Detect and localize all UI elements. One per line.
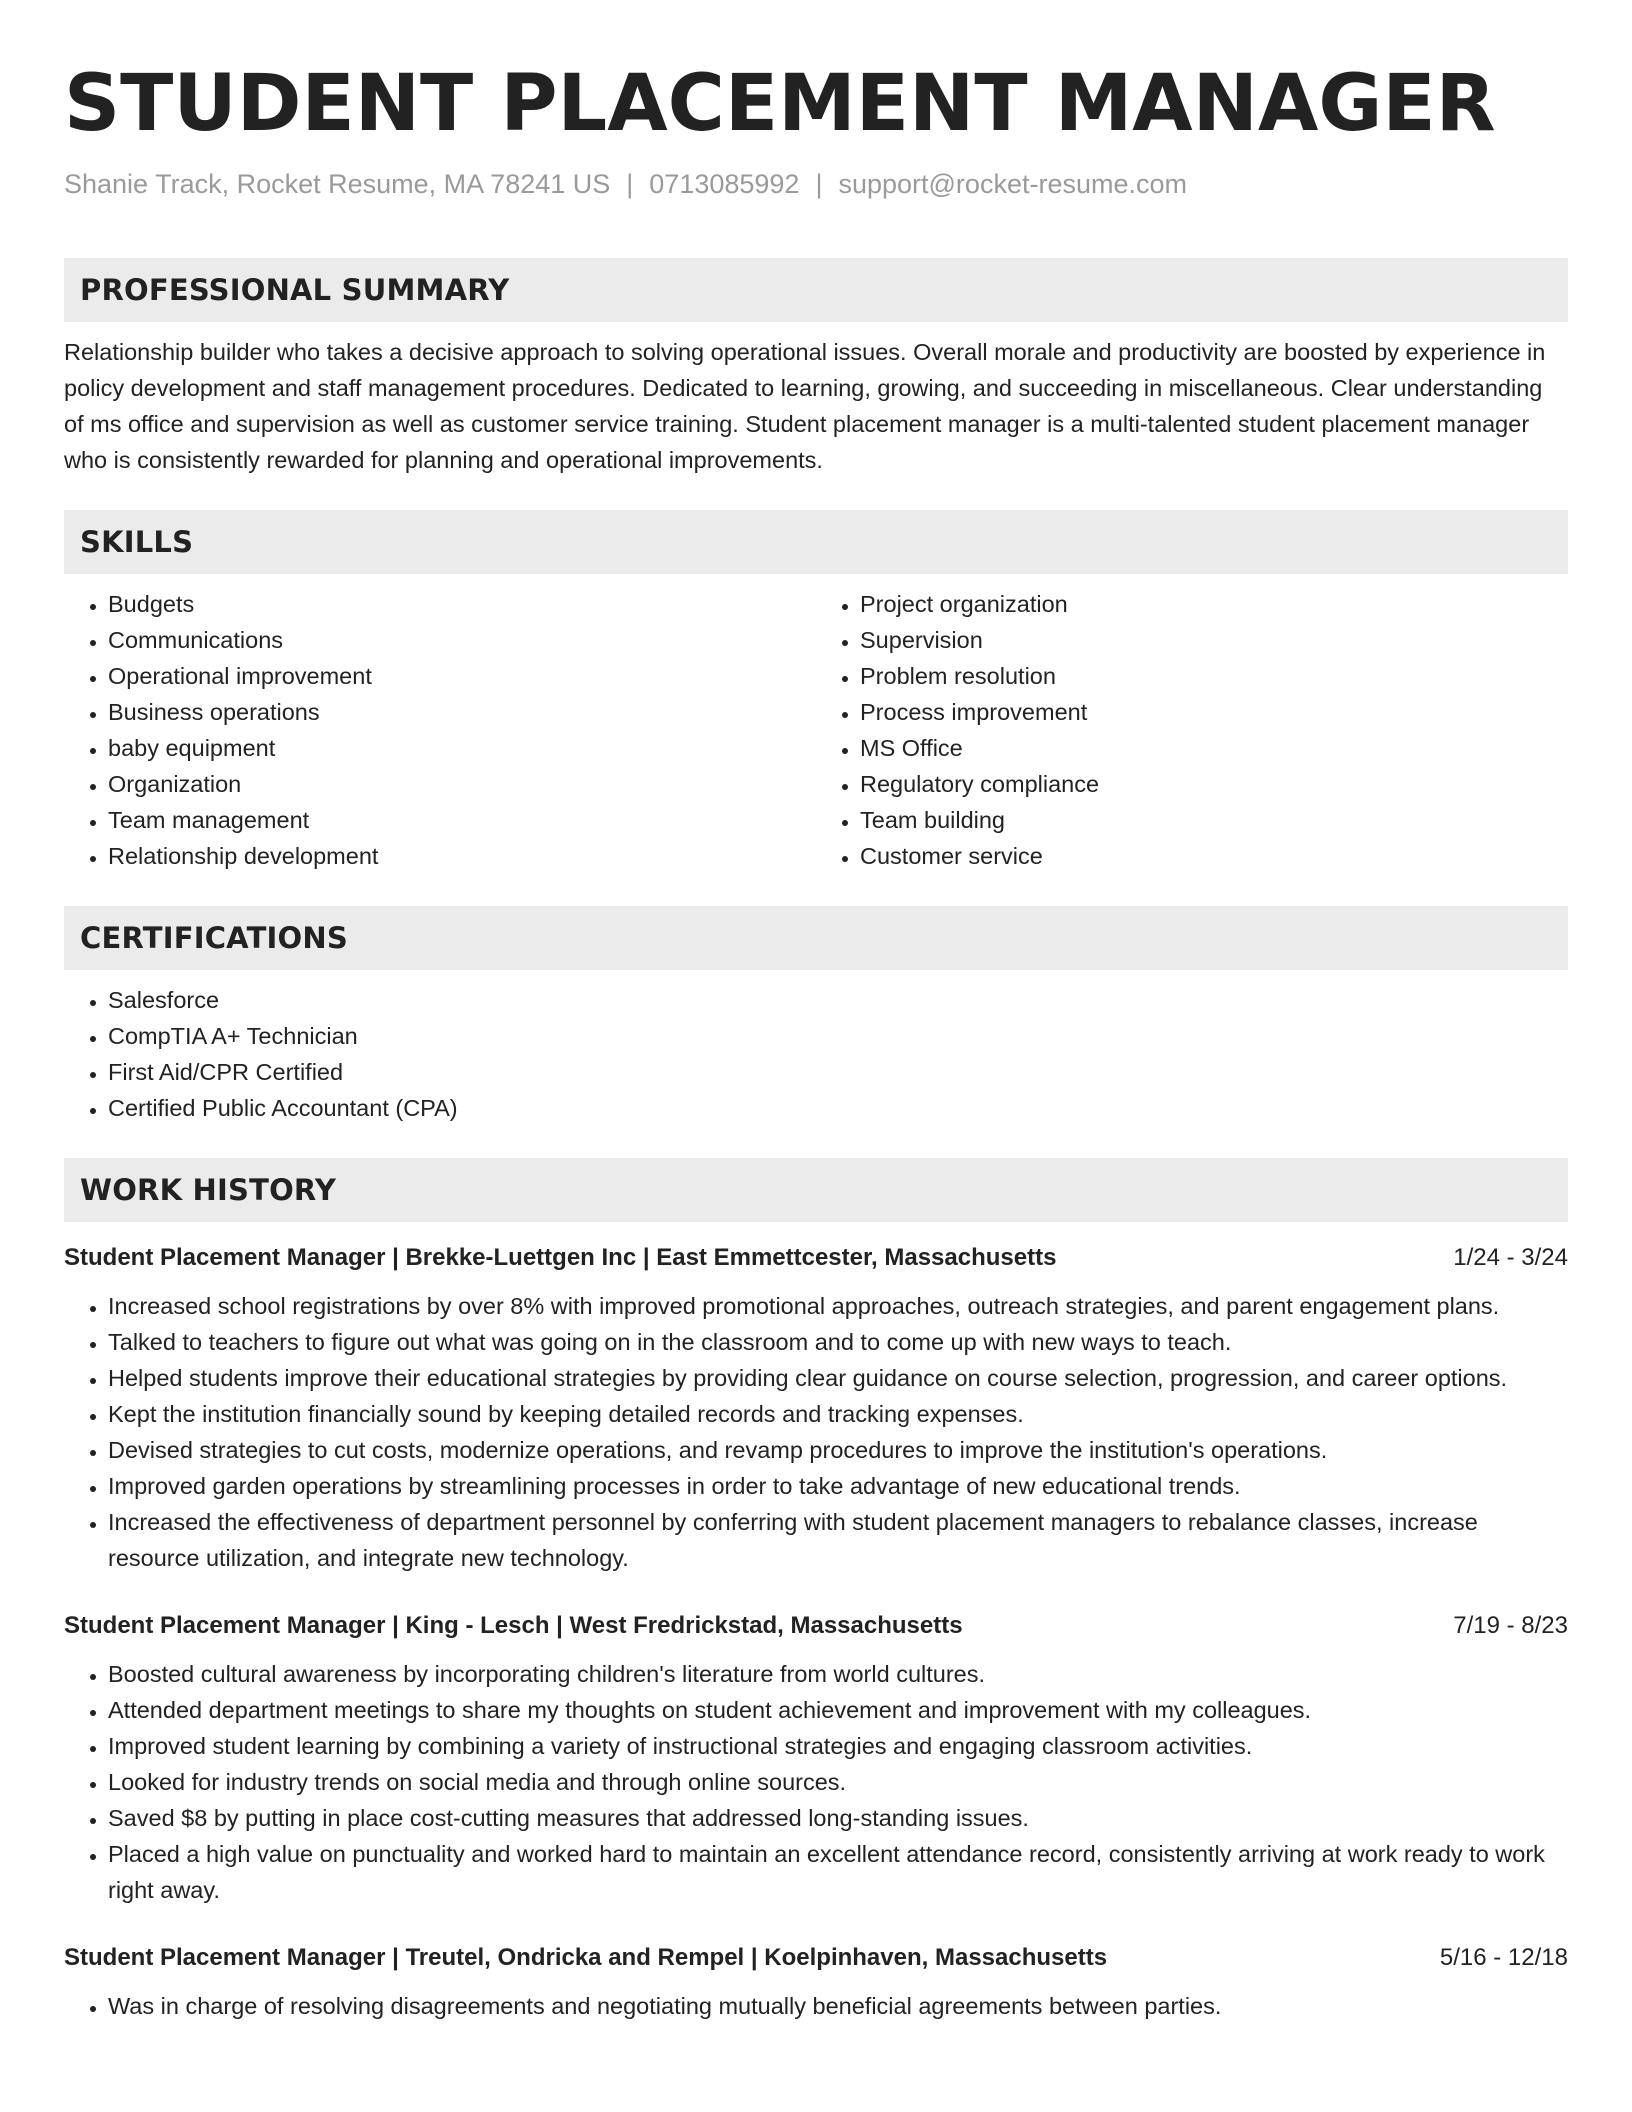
skill-item: • Relationship development [108,838,816,874]
contact-phone: 0713085992 [649,169,800,199]
skill-item: • baby equipment [108,730,816,766]
certifications-list [64,982,1568,1126]
job-header [64,1610,1568,1642]
skill-item: • Team building [860,802,1568,838]
job-bullet: • Was in charge of resolving disagreements and negotiating mutually beneficial agreements between parties. [108,1988,1568,2024]
job-bullet: • Improved student learning by combining a variety of instructional strategies and engaging classroom activities. [108,1728,1568,1764]
skill-item: • Process improvement [860,694,1568,730]
job-bullet: • Boosted cultural awareness by incorporating children's literature from world cultures. [108,1656,1568,1692]
skill-item: • Customer service [860,838,1568,874]
job-dates: 5/16 - 12/18 [1439,1944,1568,1971]
skill-item: • MS Office [860,730,1568,766]
work-history-section-header [64,1158,1568,1222]
job-bullet: • Increased the effectiveness of department personnel by conferring with student placement managers to rebalance classes, increase resource utilization, and integrate new technology. [108,1504,1568,1576]
skill-item: • Regulatory compliance [860,766,1568,802]
contact-separator: | [626,169,634,199]
job-bullet: • Placed a high value on punctuality and worked hard to maintain an excellent attendance record, consistently arriving at work ready to work right away. [108,1836,1568,1908]
job-title: Student Placement Manager | Brekke-Luettgen Inc | East Emmettcester, Massachusetts [64,1244,1057,1271]
job-bullet: • Increased school registrations by over 8% with improved promotional approaches, outreach strategies, and parent engagement plans. [108,1288,1568,1324]
job-bullet: • Devised strategies to cut costs, modernize operations, and revamp procedures to improve the institution's operations. [108,1432,1568,1468]
contact-email: support@rocket-resume.com [838,169,1187,199]
skills-list [64,586,1568,874]
skill-item: • Budgets [108,586,816,622]
resume-title: STUDENT PLACEMENT MANAGER [64,59,1496,149]
summary-section-header [64,258,1568,322]
job-bullet: • Attended department meetings to share my thoughts on student achievement and improvement with my colleagues. [108,1692,1568,1728]
job-entry [64,1610,1568,1908]
skill-item: • Organization [108,766,816,802]
skill-item: • Communications [108,622,816,658]
job-header [64,1242,1568,1274]
contact-address: Shanie Track, Rocket Resume, MA 78241 US [64,169,611,199]
job-entry [64,1942,1568,2024]
job-bullet: • Looked for industry trends on social media and through online sources. [108,1764,1568,1800]
summary-text: Relationship builder who takes a decisive approach to solving operational issues. Overall morale and productivity are boosted by experience in policy development and staff management procedures. Dedicated to learning, growing, and succeeding in miscellaneous. Clear understanding of ms office and supervision as well as customer service training. Student placement manager is a multi-talented student placement manager who is consistently rewarded for planning and operational improvements. [64,339,1546,473]
certifications-section-header [64,906,1568,970]
skills-section-header [64,510,1568,574]
contact-separator: | [815,169,823,199]
certification-item: • First Aid/CPR Certified [108,1054,1568,1090]
resume-content [64,52,1568,2058]
skills-column-right [816,586,1568,874]
job-header [64,1942,1568,1974]
skill-item: • Team management [108,802,816,838]
job-bullet: • Kept the institution financially sound by keeping detailed records and tracking expenses. [108,1396,1568,1432]
skills-column-left [64,586,816,874]
job-bullets [64,1288,1568,1576]
job-dates: 7/19 - 8/23 [1453,1612,1568,1639]
job-bullets [64,1656,1568,1908]
job-bullet: • Improved garden operations by streamlining processes in order to take advantage of new educational trends. [108,1468,1568,1504]
job-bullet: • Talked to teachers to figure out what was going on in the classroom and to come up with new ways to teach. [108,1324,1568,1360]
job-bullet: • Saved $8 by putting in place cost-cutting measures that addressed long-standing issues. [108,1800,1568,1836]
skill-item: • Business operations [108,694,816,730]
skill-item: • Problem resolution [860,658,1568,694]
skills-heading: SKILLS [80,525,194,559]
certification-item: • CompTIA A+ Technician [108,1018,1568,1054]
job-title: Student Placement Manager | Treutel, Ondricka and Rempel | Koelpinhaven, Massachusetts [64,1944,1108,1971]
contact-line [64,166,1568,202]
job-bullet: • Helped students improve their educational strategies by providing clear guidance on course selection, progression, and career options. [108,1360,1568,1396]
job-title: Student Placement Manager | King - Lesch | West Fredrickstad, Massachusetts [64,1612,963,1639]
skill-item: • Project organization [860,586,1568,622]
job-bullets [64,1988,1568,2024]
work-history-heading: WORK HISTORY [80,1173,337,1207]
job-entry [64,1242,1568,1576]
certification-item: • Salesforce [108,982,1568,1018]
certification-item: • Certified Public Accountant (CPA) [108,1090,1568,1126]
certifications-heading: CERTIFICATIONS [80,921,348,955]
job-dates: 1/24 - 3/24 [1453,1244,1568,1271]
skill-item: • Operational improvement [108,658,816,694]
summary-heading: PROFESSIONAL SUMMARY [80,273,510,307]
skill-item: • Supervision [860,622,1568,658]
